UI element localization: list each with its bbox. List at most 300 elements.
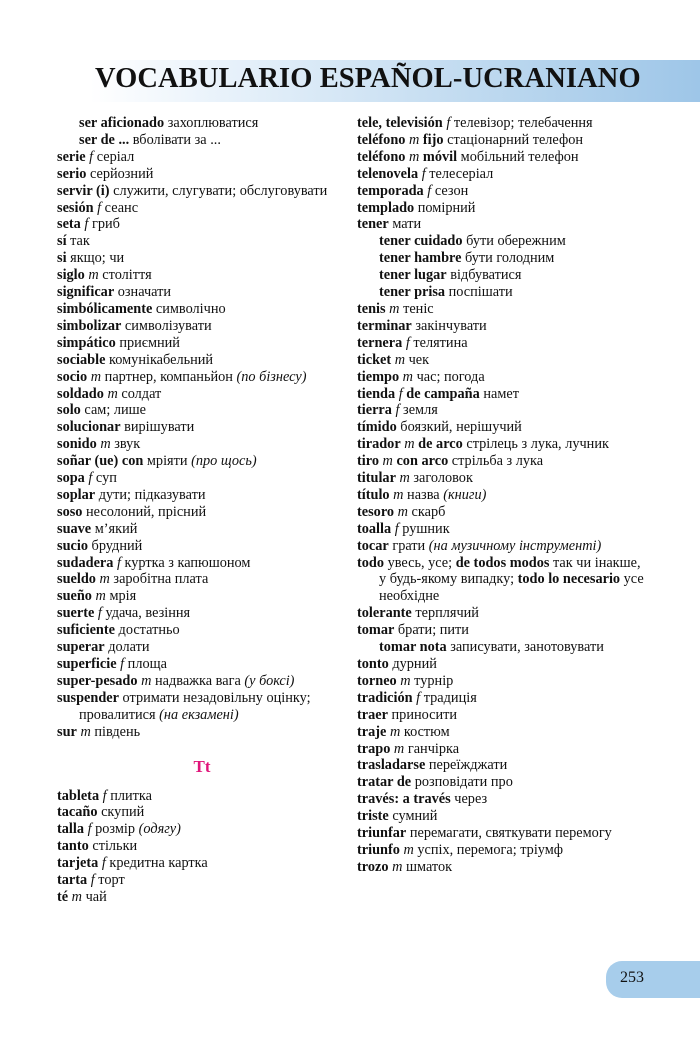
headword: traer (357, 706, 388, 723)
headword: triunfar (357, 825, 407, 842)
headword: tener hambre (379, 250, 462, 267)
translation: чек (405, 351, 430, 368)
dictionary-entry (357, 132, 647, 149)
translation: грати (388, 537, 429, 554)
dictionary-entry (357, 233, 647, 250)
dictionary-entry (357, 791, 647, 808)
usage-note: (на екзамені) (159, 706, 239, 723)
gender-marker: f (116, 656, 125, 672)
gender-marker: m (405, 148, 420, 165)
right-column (357, 115, 647, 876)
headword: suave (57, 520, 92, 537)
dictionary-entry (57, 132, 347, 149)
headword-extra: móvil (419, 148, 458, 165)
translation: удача, везіння (101, 605, 191, 622)
headword: telenovela (357, 165, 419, 182)
gender-marker: m (87, 368, 102, 385)
gender-marker: m (405, 131, 420, 148)
dictionary-entry (357, 352, 647, 369)
translation: терплячий (411, 605, 479, 622)
translation: достатньо (114, 622, 180, 639)
translation: телятина (409, 334, 468, 351)
dictionary-entry (357, 774, 647, 791)
dictionary-entry (57, 369, 347, 386)
headword-extra: de arco (414, 436, 463, 453)
dictionary-entry (57, 284, 347, 301)
translation: площа (124, 656, 167, 672)
gender-marker: f (113, 554, 121, 571)
headword: trapo (357, 740, 391, 757)
gender-marker: f (391, 402, 400, 419)
translation: шматок (402, 858, 453, 875)
dictionary-entry (57, 216, 347, 233)
headword: tableta (57, 787, 100, 804)
headword-extra: de todos modos (455, 554, 550, 571)
entries-s (57, 115, 347, 741)
dictionary-entry (57, 555, 347, 572)
dictionary-entry (357, 335, 647, 352)
left-column (57, 115, 347, 906)
headword: través: a través (357, 791, 451, 808)
translation: помірний (414, 199, 476, 216)
headword: ticket (357, 351, 392, 368)
headword: talla (57, 821, 85, 838)
headword: té (57, 888, 69, 905)
headword: superar (57, 639, 105, 656)
page-title: VOCABULARIO ESPAÑOL-UCRANIANO (95, 63, 641, 94)
translation: несолоний, прісний (82, 503, 207, 520)
gender-marker: f (85, 148, 94, 165)
translation: комунікабельний (105, 351, 214, 368)
headword: soplar (57, 486, 96, 503)
dictionary-entry (357, 267, 647, 284)
usage-note: (на музичному інструменті) (428, 537, 602, 554)
translation: мобільний телефон (457, 148, 579, 165)
translation: переїжджати (425, 757, 508, 774)
translation: розмір (91, 821, 139, 838)
translation: традиція (420, 689, 477, 706)
headword: sesión (57, 199, 94, 216)
translation: кредитна картка (105, 855, 208, 872)
headword: tímido (357, 419, 397, 436)
headword: título (357, 486, 390, 503)
usage-note: (книги) (443, 486, 487, 503)
translation: боязкий, нерішучий (396, 419, 522, 436)
dictionary-entry (357, 166, 647, 183)
entries-t-continued (357, 115, 647, 876)
gender-marker: m (396, 672, 411, 689)
dictionary-entry (357, 538, 647, 555)
headword: tener (357, 216, 389, 233)
gender-marker: f (98, 855, 106, 872)
dictionary-entry (57, 453, 347, 470)
headword: templado (357, 199, 415, 216)
headword: serio (57, 165, 87, 182)
dictionary-entry (357, 250, 647, 267)
headword: suerte (57, 605, 95, 622)
headword: sucio (57, 537, 88, 554)
dictionary-entry (57, 352, 347, 369)
translation: сумний (388, 808, 438, 825)
translation: солдат (117, 385, 162, 402)
translation: заробітна плата (109, 571, 209, 588)
gender-marker: f (391, 520, 399, 537)
headword: siglo (57, 267, 85, 284)
headword: ser aficionado (79, 115, 165, 131)
dictionary-entry (57, 656, 347, 673)
headword: si (57, 250, 67, 267)
dictionary-entry (57, 855, 347, 872)
gender-marker: m (103, 385, 118, 402)
translation: вболівати за ... (129, 131, 221, 148)
dictionary-entry (57, 521, 347, 538)
dictionary-entry (57, 436, 347, 453)
gender-marker: m (378, 453, 393, 470)
dictionary-entry (57, 588, 347, 605)
dictionary-entry (57, 804, 347, 821)
headword: soso (57, 503, 83, 520)
translation: заголовок (409, 470, 473, 487)
headword: solucionar (57, 419, 121, 436)
headword: terminar (357, 317, 412, 334)
page-number: 253 (620, 969, 644, 986)
gender-marker: f (93, 199, 102, 216)
entries-t (57, 788, 347, 906)
dictionary-entry (357, 757, 647, 774)
headword: tiempo (357, 368, 400, 385)
translation: бути обережним (462, 233, 566, 250)
dictionary-entry (357, 216, 647, 233)
headword: todo (357, 554, 385, 571)
headword: toalla (357, 520, 392, 537)
headword: tierra (357, 402, 392, 419)
gender-marker: m (388, 858, 403, 875)
translation: серіал (93, 148, 135, 165)
gender-marker: f (418, 165, 426, 182)
headword: superficie (57, 656, 117, 672)
dictionary-entry (357, 605, 647, 622)
dictionary-entry (57, 487, 347, 504)
dictionary-entry (57, 605, 347, 622)
translation: торт (94, 872, 125, 889)
translation: долати (104, 639, 150, 656)
dictionary-entry (357, 318, 647, 335)
dictionary-entry (357, 724, 647, 741)
dictionary-entry (357, 842, 647, 859)
headword: soñar (ue) con (57, 453, 144, 470)
gender-marker: m (391, 351, 406, 368)
headword: tenis (357, 300, 386, 317)
translation: куртка з капюшоном (120, 554, 251, 571)
gender-marker: m (389, 486, 404, 503)
translation: служити, слугувати; обслуговувати (109, 182, 328, 199)
headword: teléfono (357, 148, 406, 165)
headword-extra: fijo (419, 131, 444, 148)
dictionary-entry (357, 622, 647, 639)
headword: sueño (57, 588, 92, 605)
translation: надважка вага (151, 672, 245, 689)
usage-note: (одягу) (138, 821, 181, 838)
gender-marker: f (87, 872, 95, 889)
headword: suspender (57, 689, 119, 706)
dictionary-entry (357, 808, 647, 825)
gender-marker: m (137, 672, 152, 689)
headword: tiro (357, 453, 379, 470)
translation: розповідати про (411, 774, 513, 791)
usage-note: (у боксі) (244, 672, 295, 689)
dictionary-entry (57, 504, 347, 521)
headword: simbolizar (57, 317, 122, 334)
translation: століття (98, 267, 152, 284)
headword: teléfono (357, 131, 406, 148)
translation: земля (399, 402, 438, 419)
dictionary-entry (357, 521, 647, 538)
translation: чай (82, 888, 107, 905)
gender-marker: m (91, 588, 106, 605)
dictionary-entry (357, 149, 647, 166)
gender-marker: m (399, 841, 414, 858)
translation: телесеріал (425, 165, 494, 182)
translation: дути; підказувати (95, 486, 206, 503)
dictionary-entry (357, 639, 647, 656)
translation: мріяти (143, 453, 192, 470)
dictionary-entry (357, 386, 647, 403)
translation: успіх, перемога; тріумф (413, 841, 564, 858)
headword: sí (57, 233, 67, 250)
dictionary-entry (357, 419, 647, 436)
headword: significar (57, 284, 115, 301)
dictionary-entry (357, 183, 647, 200)
usage-note: (про щось) (191, 453, 257, 470)
gender-marker: f (80, 216, 89, 233)
translation: символізувати (121, 317, 212, 334)
dictionary-entry (57, 233, 347, 250)
dictionary-entry (357, 369, 647, 386)
dictionary-entry (357, 301, 647, 318)
translation: мрія (105, 588, 137, 605)
dictionary-entry (57, 872, 347, 889)
headword: ternera (357, 334, 403, 351)
headword: tocar (357, 537, 389, 554)
dictionary-entry (357, 690, 647, 707)
dictionary-entry (57, 622, 347, 639)
translation: партнер, компаньйон (101, 368, 237, 385)
translation: так (66, 233, 90, 250)
translation: скупий (97, 804, 145, 821)
headword: simpático (57, 334, 116, 351)
headword: suficiente (57, 622, 115, 639)
gender-marker: f (94, 605, 102, 622)
dictionary-entry (357, 825, 647, 842)
dictionary-entry (57, 149, 347, 166)
translation: стрільба з лука (448, 453, 544, 470)
headword: sur (57, 723, 77, 740)
headword: tesoro (357, 503, 395, 520)
translation-extra: так чи інакше, у будь-якому випадку; (379, 554, 641, 588)
translation: сеанс (101, 199, 139, 216)
translation: костюм (400, 723, 450, 740)
translation: м’який (91, 520, 138, 537)
dictionary-entry (57, 318, 347, 335)
translation: увесь, усе; (384, 554, 456, 571)
dictionary-entry (57, 821, 347, 838)
translation: через (450, 791, 488, 808)
headword: ser de ... (79, 131, 130, 148)
headword: tener lugar (379, 267, 447, 284)
dictionary-entry (57, 267, 347, 284)
dictionary-entry (357, 504, 647, 521)
translation: теніс (399, 300, 434, 317)
gender-marker: f (99, 787, 107, 804)
translation: стільки (88, 838, 138, 855)
usage-note: (по бізнесу) (236, 368, 307, 385)
headword-extra: de campaña (402, 385, 480, 402)
dictionary-entry (357, 115, 647, 132)
dictionary-entry (357, 200, 647, 217)
translation: записувати, занотовувати (446, 639, 604, 656)
headword: triste (357, 808, 389, 825)
dictionary-entry (57, 386, 347, 403)
translation: якщо; чи (66, 250, 125, 267)
headword: temporada (357, 182, 424, 199)
gender-marker: f (395, 385, 403, 402)
translation: скарб (407, 503, 446, 520)
dictionary-entry (57, 673, 347, 690)
dictionary-entry (57, 724, 347, 741)
headword: tolerante (357, 605, 412, 622)
headword: tirador (357, 436, 401, 453)
translation: отримати незадовільну оцінку; провалитися (79, 689, 311, 723)
gender-marker: m (400, 436, 415, 453)
dictionary-entry (57, 788, 347, 805)
translation: приносити (387, 706, 458, 723)
gender-marker: m (76, 723, 91, 740)
headword: tanto (57, 838, 89, 855)
gender-marker: f (84, 470, 93, 487)
headword: trasladarse (357, 757, 426, 774)
section-letter-t: Tt (193, 756, 211, 776)
translation: намет (479, 385, 519, 402)
gender-marker: m (399, 368, 413, 385)
headword: tradición (357, 689, 413, 706)
headword: tonto (357, 656, 389, 672)
gender-marker: f (412, 689, 421, 706)
dictionary-entry (357, 402, 647, 419)
dictionary-entry (357, 470, 647, 487)
dictionary-entry (357, 284, 647, 301)
dictionary-entry (57, 571, 347, 588)
headword: serie (57, 148, 86, 165)
translation: гриб (88, 216, 120, 233)
headword: sudadera (57, 554, 114, 571)
gender-marker: f (402, 334, 410, 351)
dictionary-entry (57, 250, 347, 267)
translation: рушник (398, 520, 450, 537)
dictionary-entry (357, 656, 647, 673)
translation: перемагати, святкувати перемогу (406, 825, 612, 842)
dictionary-entry (57, 538, 347, 555)
dictionary-entry (57, 639, 347, 656)
dictionary-entry (57, 166, 347, 183)
headword: tomar (357, 622, 395, 639)
dictionary-entry (57, 115, 347, 132)
dictionary-entry (357, 487, 647, 504)
translation: турнір (410, 672, 454, 689)
headword: tener prisa (379, 284, 446, 301)
gender-marker: m (96, 436, 111, 453)
translation: назва (403, 486, 444, 503)
gender-marker: m (68, 888, 83, 905)
headword-extra-2: todo lo necesario (517, 571, 621, 588)
headword: sociable (57, 351, 106, 368)
dictionary-entry (357, 673, 647, 690)
dictionary-entry (357, 453, 647, 470)
dictionary-entry (57, 889, 347, 906)
headword: tomar nota (379, 639, 447, 656)
headword: super-pesado (57, 672, 138, 689)
dictionary-entry (357, 741, 647, 758)
translation: стаціонарний телефон (443, 131, 584, 148)
dictionary-entry (57, 301, 347, 318)
translation-extra-2: усе необхідне (379, 571, 644, 605)
gender-marker: f (442, 115, 451, 131)
dictionary-entry (57, 419, 347, 436)
headword: tele, televisión (357, 115, 443, 131)
translation: південь (90, 723, 141, 740)
translation: бути голодним (461, 250, 555, 267)
translation: телевізор; телебачення (450, 115, 593, 131)
dictionary-entry (57, 200, 347, 217)
translation: відбуватися (446, 267, 522, 284)
gender-marker: f (84, 821, 92, 838)
translation: суп (92, 470, 117, 487)
gender-marker: f (423, 182, 432, 199)
headword: trozo (357, 858, 389, 875)
dictionary-entry (57, 402, 347, 419)
dictionary-entry (57, 335, 347, 352)
gender-marker: m (95, 571, 110, 588)
headword: triunfo (357, 841, 400, 858)
translation: звук (110, 436, 141, 453)
headword: tarjeta (57, 855, 99, 872)
headword-extra: con arco (392, 453, 449, 470)
headword: tratar de (357, 774, 412, 791)
translation: серйозний (86, 165, 154, 182)
dictionary-entry (357, 859, 647, 876)
translation: стрілець з лука, лучник (462, 436, 609, 453)
headword: socio (57, 368, 88, 385)
headword: simbólicamente (57, 300, 153, 317)
headword: seta (57, 216, 81, 233)
headword: sueldo (57, 571, 96, 588)
headword: servir (i) (57, 182, 110, 199)
translation: дурний (388, 656, 437, 672)
dictionary-entry (57, 183, 347, 200)
dictionary-entry (357, 555, 647, 606)
headword: soldado (57, 385, 104, 402)
dictionary-entry (357, 436, 647, 453)
headword: tarta (57, 872, 88, 889)
gender-marker: m (394, 503, 408, 520)
translation: брати; пити (394, 622, 469, 639)
translation: час; погода (413, 368, 485, 385)
headword: tacaño (57, 804, 98, 821)
dictionary-entry (357, 707, 647, 724)
gender-marker: m (84, 267, 99, 284)
translation: приємний (115, 334, 180, 351)
translation: брудний (87, 537, 143, 554)
translation: сам; лише (80, 402, 147, 419)
